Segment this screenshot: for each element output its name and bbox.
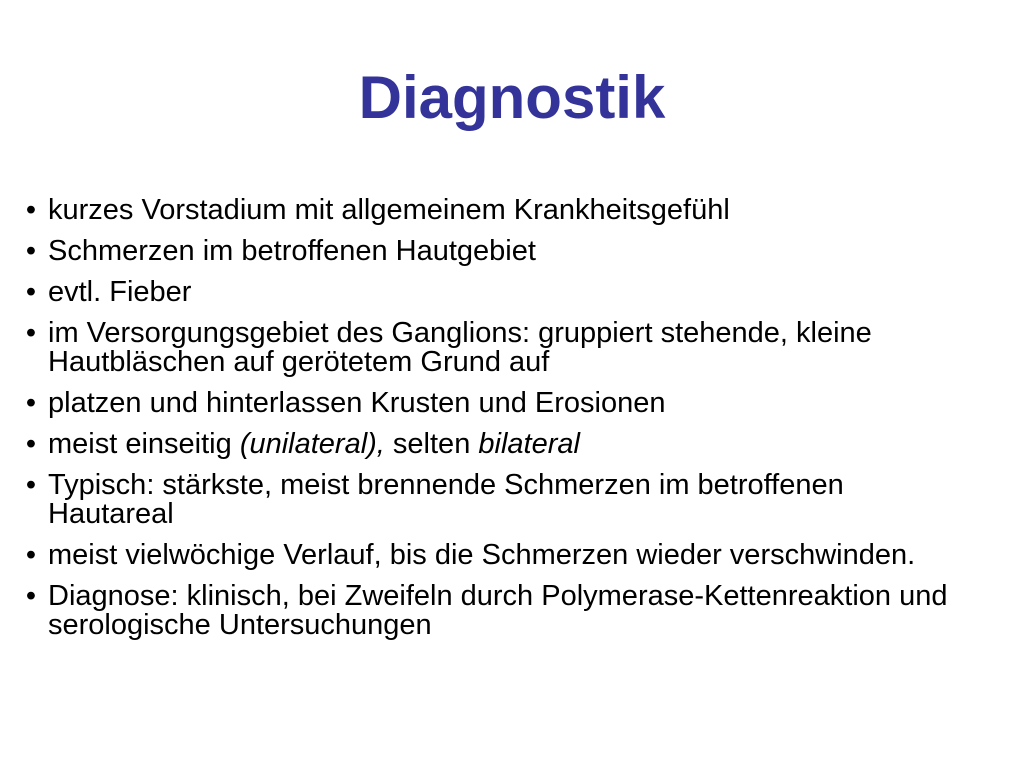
bullet-text-segment: selten — [384, 428, 479, 460]
bullet-text: evtl. Fieber — [48, 276, 192, 308]
bullet-text: Diagnose: klinisch, bei Zweifeln durch Polymerase-Kettenreaktion und serologische Untersuchungen — [48, 580, 948, 641]
bullet-text: kurzes Vorstadium mit allgemeinem Krankheitsgefühl — [48, 194, 730, 226]
bullet-icon: • — [25, 539, 37, 571]
list-item — [14, 471, 974, 529]
slide-title: Diagnostik — [358, 64, 666, 131]
list-item — [14, 278, 974, 307]
list-item — [14, 430, 974, 459]
bullet-icon: • — [25, 387, 37, 419]
bullet-text-italic: (unilateral), — [239, 428, 385, 460]
list-item — [14, 237, 974, 266]
bullet-icon: • — [25, 469, 37, 501]
list-item — [14, 196, 974, 225]
bullet-icon: • — [25, 194, 37, 226]
bullet-text: im Versorgungsgebiet des Ganglions: gruppiert stehende, kleine Hautbläschen auf gerötetem Grund auf — [48, 317, 872, 378]
bullet-icon: • — [25, 428, 37, 460]
bullet-icon: • — [25, 235, 37, 267]
bullet-text: platzen und hinterlassen Krusten und Erosionen — [48, 387, 666, 419]
bullet-list — [14, 196, 974, 652]
bullet-text-segment: meist einseitig — [48, 428, 240, 460]
bullet-text: Schmerzen im betroffenen Hautgebiet — [48, 235, 536, 267]
list-item — [14, 582, 974, 640]
list-item — [14, 319, 974, 377]
bullet-text-italic: bilateral — [478, 428, 580, 460]
bullet-icon: • — [25, 317, 37, 349]
bullet-text — [48, 430, 974, 459]
bullet-text: meist vielwöchige Verlauf, bis die Schmerzen wieder verschwinden. — [48, 539, 916, 571]
bullet-icon: • — [25, 580, 37, 612]
list-item — [14, 541, 974, 570]
bullet-icon: • — [25, 276, 37, 308]
list-item — [14, 389, 974, 418]
bullet-text: Typisch: stärkste, meist brennende Schmerzen im betroffenen Hautareal — [48, 469, 844, 530]
